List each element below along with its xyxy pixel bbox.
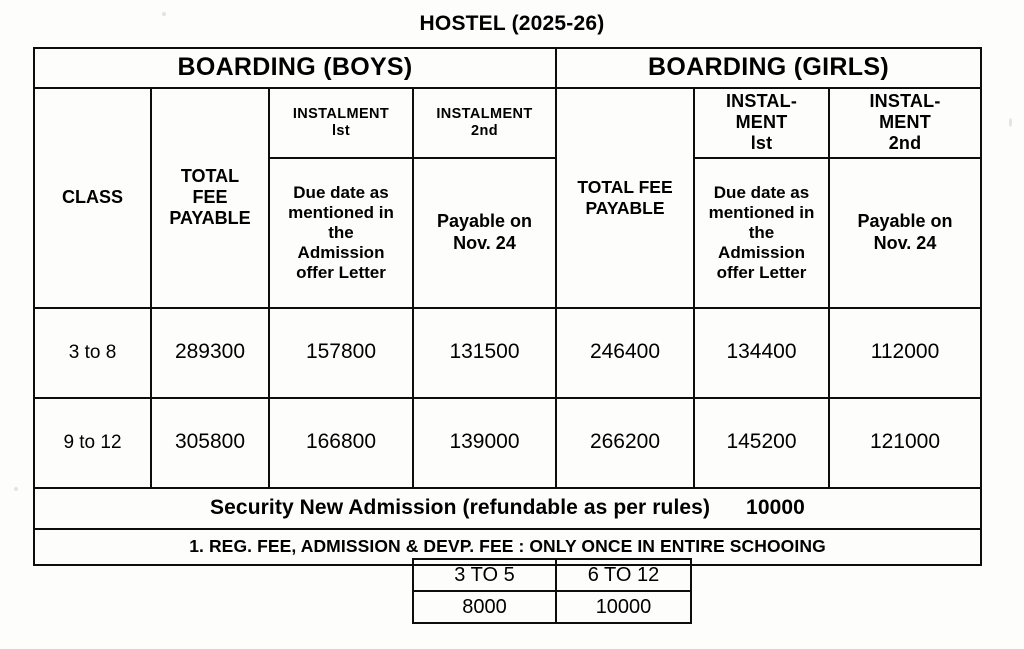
instalment-1st-girls-line-2: MENT [735,112,788,133]
cell-girls-total: 266200 [556,398,694,488]
mini-header-6-to-12: 6 TO 12 [556,559,691,591]
total-fee-boys-line-2: FEE [192,187,228,208]
column-header-total-fee-boys [151,88,269,308]
payable-note-boys [413,158,556,308]
column-header-total-fee-girls [556,88,694,308]
scan-speckle [14,487,18,491]
total-fee-girls-line-1: TOTAL FEE [577,177,673,198]
due-date-boys-line-1: Due date as [293,182,389,202]
mini-value-3-to-5: 8000 [413,591,556,623]
due-date-girls-line-1: Due date as [713,182,810,202]
cell-boys-instalment-2: 139000 [413,398,556,488]
cell-girls-instalment-2: 112000 [829,308,981,398]
due-date-girls-line-5: offer Letter [716,262,807,282]
table-row [34,308,981,398]
due-date-note-girls [694,158,829,308]
cell-boys-instalment-1: 157800 [269,308,413,398]
instalment-1st-boys-line-2: lst [331,122,351,139]
total-fee-boys-line-1: TOTAL [180,166,240,186]
mini-value-6-to-12: 10000 [556,591,691,623]
due-date-boys-line-5: offer Letter [296,262,386,282]
cell-girls-instalment-1: 134400 [694,308,829,398]
mini-table-header-row [413,559,691,591]
page-title: HOSTEL (2025-26) [419,12,605,35]
payable-boys-line-1: Payable on [436,211,533,232]
security-deposit-row [34,488,981,529]
section-header-boys: BOARDING (BOYS) [34,48,556,88]
due-date-boys-line-2: mentioned in [288,202,394,222]
instalment-2nd-boys-line-2: 2nd [471,122,498,139]
cell-class: 3 to 8 [34,308,151,398]
instalment-1st-boys-line-1: INSTALMENT [292,105,390,122]
instalment-2nd-girls-line-1: INSTAL- [869,91,941,111]
instalment-2nd-boys-line-1: INSTALMENT [436,105,533,122]
due-date-girls-line-2: mentioned in [708,202,815,222]
instalment-2nd-girls-line-3: 2nd [888,133,922,154]
due-date-girls-line-4: Admission [718,242,805,262]
instalment-title-row [34,88,981,158]
due-date-girls-line-3: the [748,222,775,242]
total-fee-girls-line-2: PAYABLE [585,197,665,218]
payable-note-girls [829,158,981,308]
hostel-fee-table [33,47,982,566]
due-date-note-boys [269,158,413,308]
cell-boys-instalment-1: 166800 [269,398,413,488]
instalment-1st-girls-line-3: lst [750,133,773,154]
column-header-class [34,88,151,308]
section-header-row [34,48,981,88]
security-deposit-amount: 10000 [746,495,805,519]
security-deposit-label: Security New Admission (refundable as per rules) [210,495,711,519]
mini-header-3-to-5: 3 TO 5 [413,559,556,591]
payable-boys-line-2: Nov. 24 [453,232,516,253]
payable-girls-line-1: Payable on [857,211,953,232]
table-row [34,398,981,488]
cell-girls-total: 246400 [556,308,694,398]
due-date-boys-line-4: Admission [297,242,385,262]
cell-class: 9 to 12 [34,398,151,488]
instalment-1st-girls-line-1: INSTAL- [725,91,798,111]
mini-table-value-row [413,591,691,623]
instalment-2nd-girls-line-2: MENT [879,112,931,133]
footnote-text: 1. REG. FEE, ADMISSION & DEVP. FEE : ONLY ONCE IN ENTIRE SCHOOING [34,529,981,565]
column-header-class-label: CLASS [61,187,123,208]
cell-boys-total: 289300 [151,308,269,398]
column-header-instalment-1st-girls [694,88,829,158]
section-header-girls: BOARDING (GIRLS) [556,48,981,88]
one-time-fee-table [412,558,692,624]
scan-speckle [1009,118,1012,127]
cell-boys-instalment-2: 131500 [413,308,556,398]
column-header-instalment-1st-boys [269,88,413,158]
due-date-boys-line-3: the [328,222,354,242]
column-header-instalment-2nd-girls [829,88,981,158]
column-header-instalment-2nd-boys [413,88,556,158]
cell-boys-total: 305800 [151,398,269,488]
cell-girls-instalment-2: 121000 [829,398,981,488]
cell-girls-instalment-1: 145200 [694,398,829,488]
total-fee-boys-line-3: PAYABLE [169,208,251,229]
payable-girls-line-2: Nov. 24 [873,232,937,253]
security-deposit-cell [34,488,981,529]
